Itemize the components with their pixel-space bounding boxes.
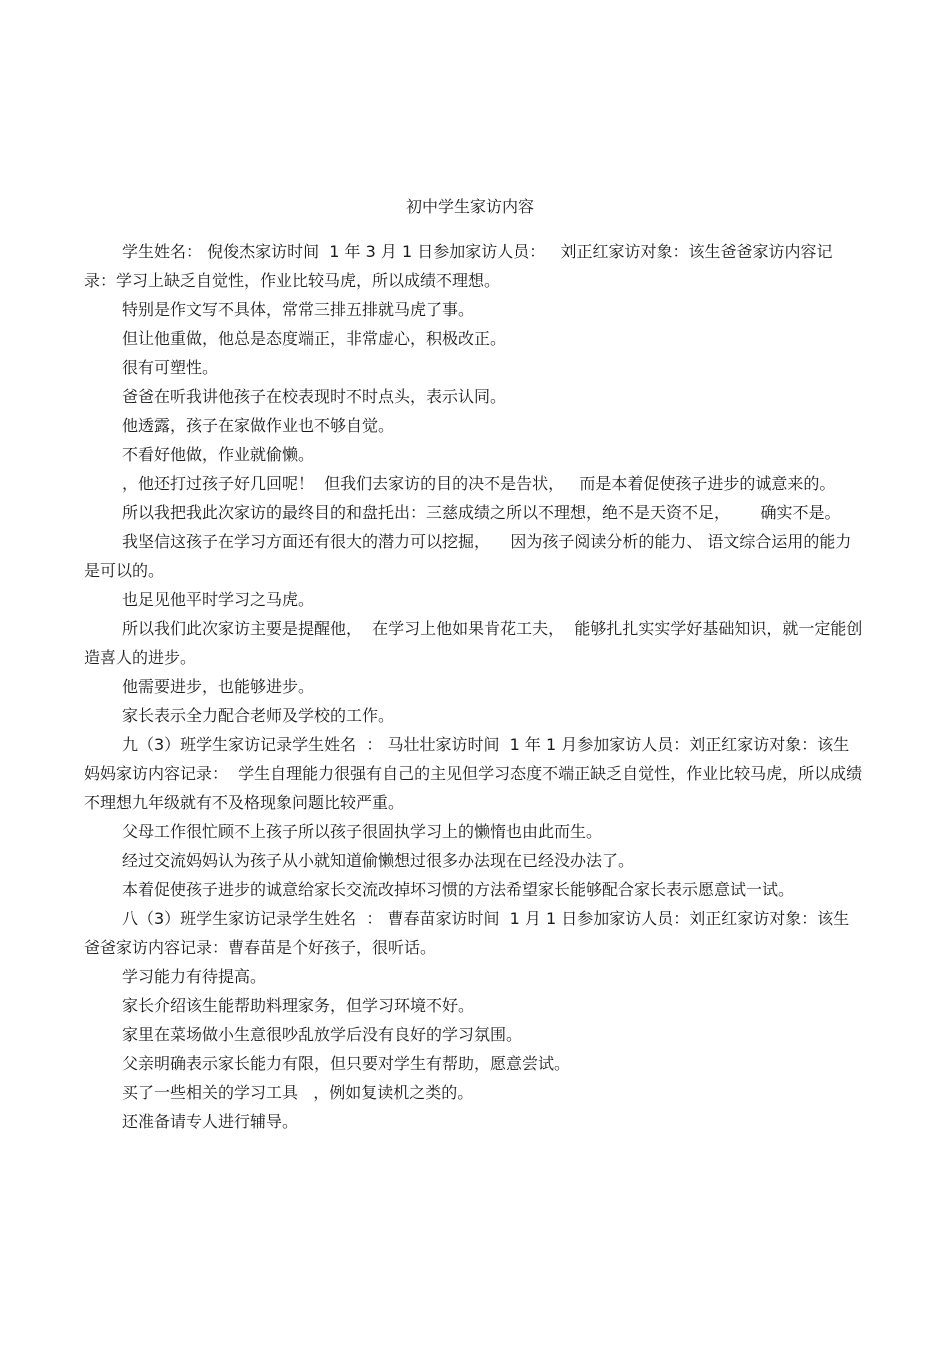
paragraph: 他透露，孩子在家做作业也不够自觉。 [122,416,395,435]
paragraph: 经过交流妈妈认为孩子从小就知道偷懒想过很多办法现在已经没办法了。 [122,851,635,870]
paragraph: 学习能力有待提高。 [122,967,267,986]
paragraph: 家长表示全力配合老师及学校的工作。 [122,706,395,725]
document-body [84,237,864,1136]
paragraph: 八（3）班学生家访记录学生姓名 ： 曹春苗家访时间 1 月 1 日参加家访人员：刘正红家访对象：该生爸爸家访内容记录：曹春苗是个好孩子，很听话。 [84,909,850,957]
paragraph: 我坚信这孩子在学习方面还有很大的潜力可以挖掘， 因为孩子阅读分析的能力、 语文综合运用的能力是可以的。 [84,532,852,580]
paragraph: 父亲明确表示家长能力有限，但只要对学生有帮助，愿意尝试。 [122,1054,571,1073]
paragraph: 学生姓名： 倪俊杰家访时间 1 年 3 月 1 日参加家访人员： 刘正红家访对象：该生爸爸家访内容记录：学习上缺乏自觉性，作业比较马虎，所以成绩不理想。 [84,242,833,290]
paragraph: 本着促使孩子进步的诚意给家长交流改掉坏习惯的方法希望家长能够配合家长表示愿意试一试。 [122,880,795,899]
paragraph: 家长介绍该生能帮助料理家务，但学习环境不好。 [122,996,475,1015]
paragraph: 但让他重做，他总是态度端正，非常虚心，积极改正。 [122,329,507,348]
paragraph: 爸爸在听我讲他孩子在校表现时不时点头，表示认同。 [122,387,507,406]
paragraph: 所以我把我此次家访的最终目的和盘托出：三慈成绩之所以不理想，绝不是天资不足， 确实不是。 [122,503,841,522]
paragraph: 九（3）班学生家访记录学生姓名 ： 马壮壮家访时间 1 年 1 月参加家访人员：刘正红家访对象：该生妈妈家访内容记录： 学生自理能力很强有自己的主见但学习态度不端正缺乏自觉性，作业比较马虎，所以成绩不理想九年级就有不及格现象问题比较严重。 [84,735,863,812]
paragraph: 也足见他平时学习之马虎。 [122,590,315,609]
paragraph: ，他还打过孩子好几回呢！ 但我们去家访的目的决不是告状， 而是本着促使孩子进步的诚意来的。 [122,474,836,493]
paragraph: 父母工作很忙顾不上孩子所以孩子很固执学习上的懒惰也由此而生。 [122,822,603,841]
paragraph: 特别是作文写不具体，常常三排五排就马虎了事。 [122,300,475,319]
document-title: 初中学生家访内容 [405,197,534,216]
paragraph: 买了一些相关的学习工具 ，例如复读机之类的。 [122,1083,474,1102]
paragraph: 家里在菜场做小生意很吵乱放学后没有良好的学习氛围。 [122,1025,523,1044]
paragraph: 还准备请专人进行辅导。 [122,1112,299,1131]
paragraph: 所以我们此次家访主要是提醒他， 在学习上他如果肯花工夫， 能够扎扎实实学好基础知识，就一定能创造喜人的进步。 [84,619,863,667]
paragraph: 不看好他做，作业就偷懒。 [122,445,315,464]
paragraph: 他需要进步，也能够进步。 [122,677,315,696]
paragraph: 很有可塑性。 [122,358,219,377]
